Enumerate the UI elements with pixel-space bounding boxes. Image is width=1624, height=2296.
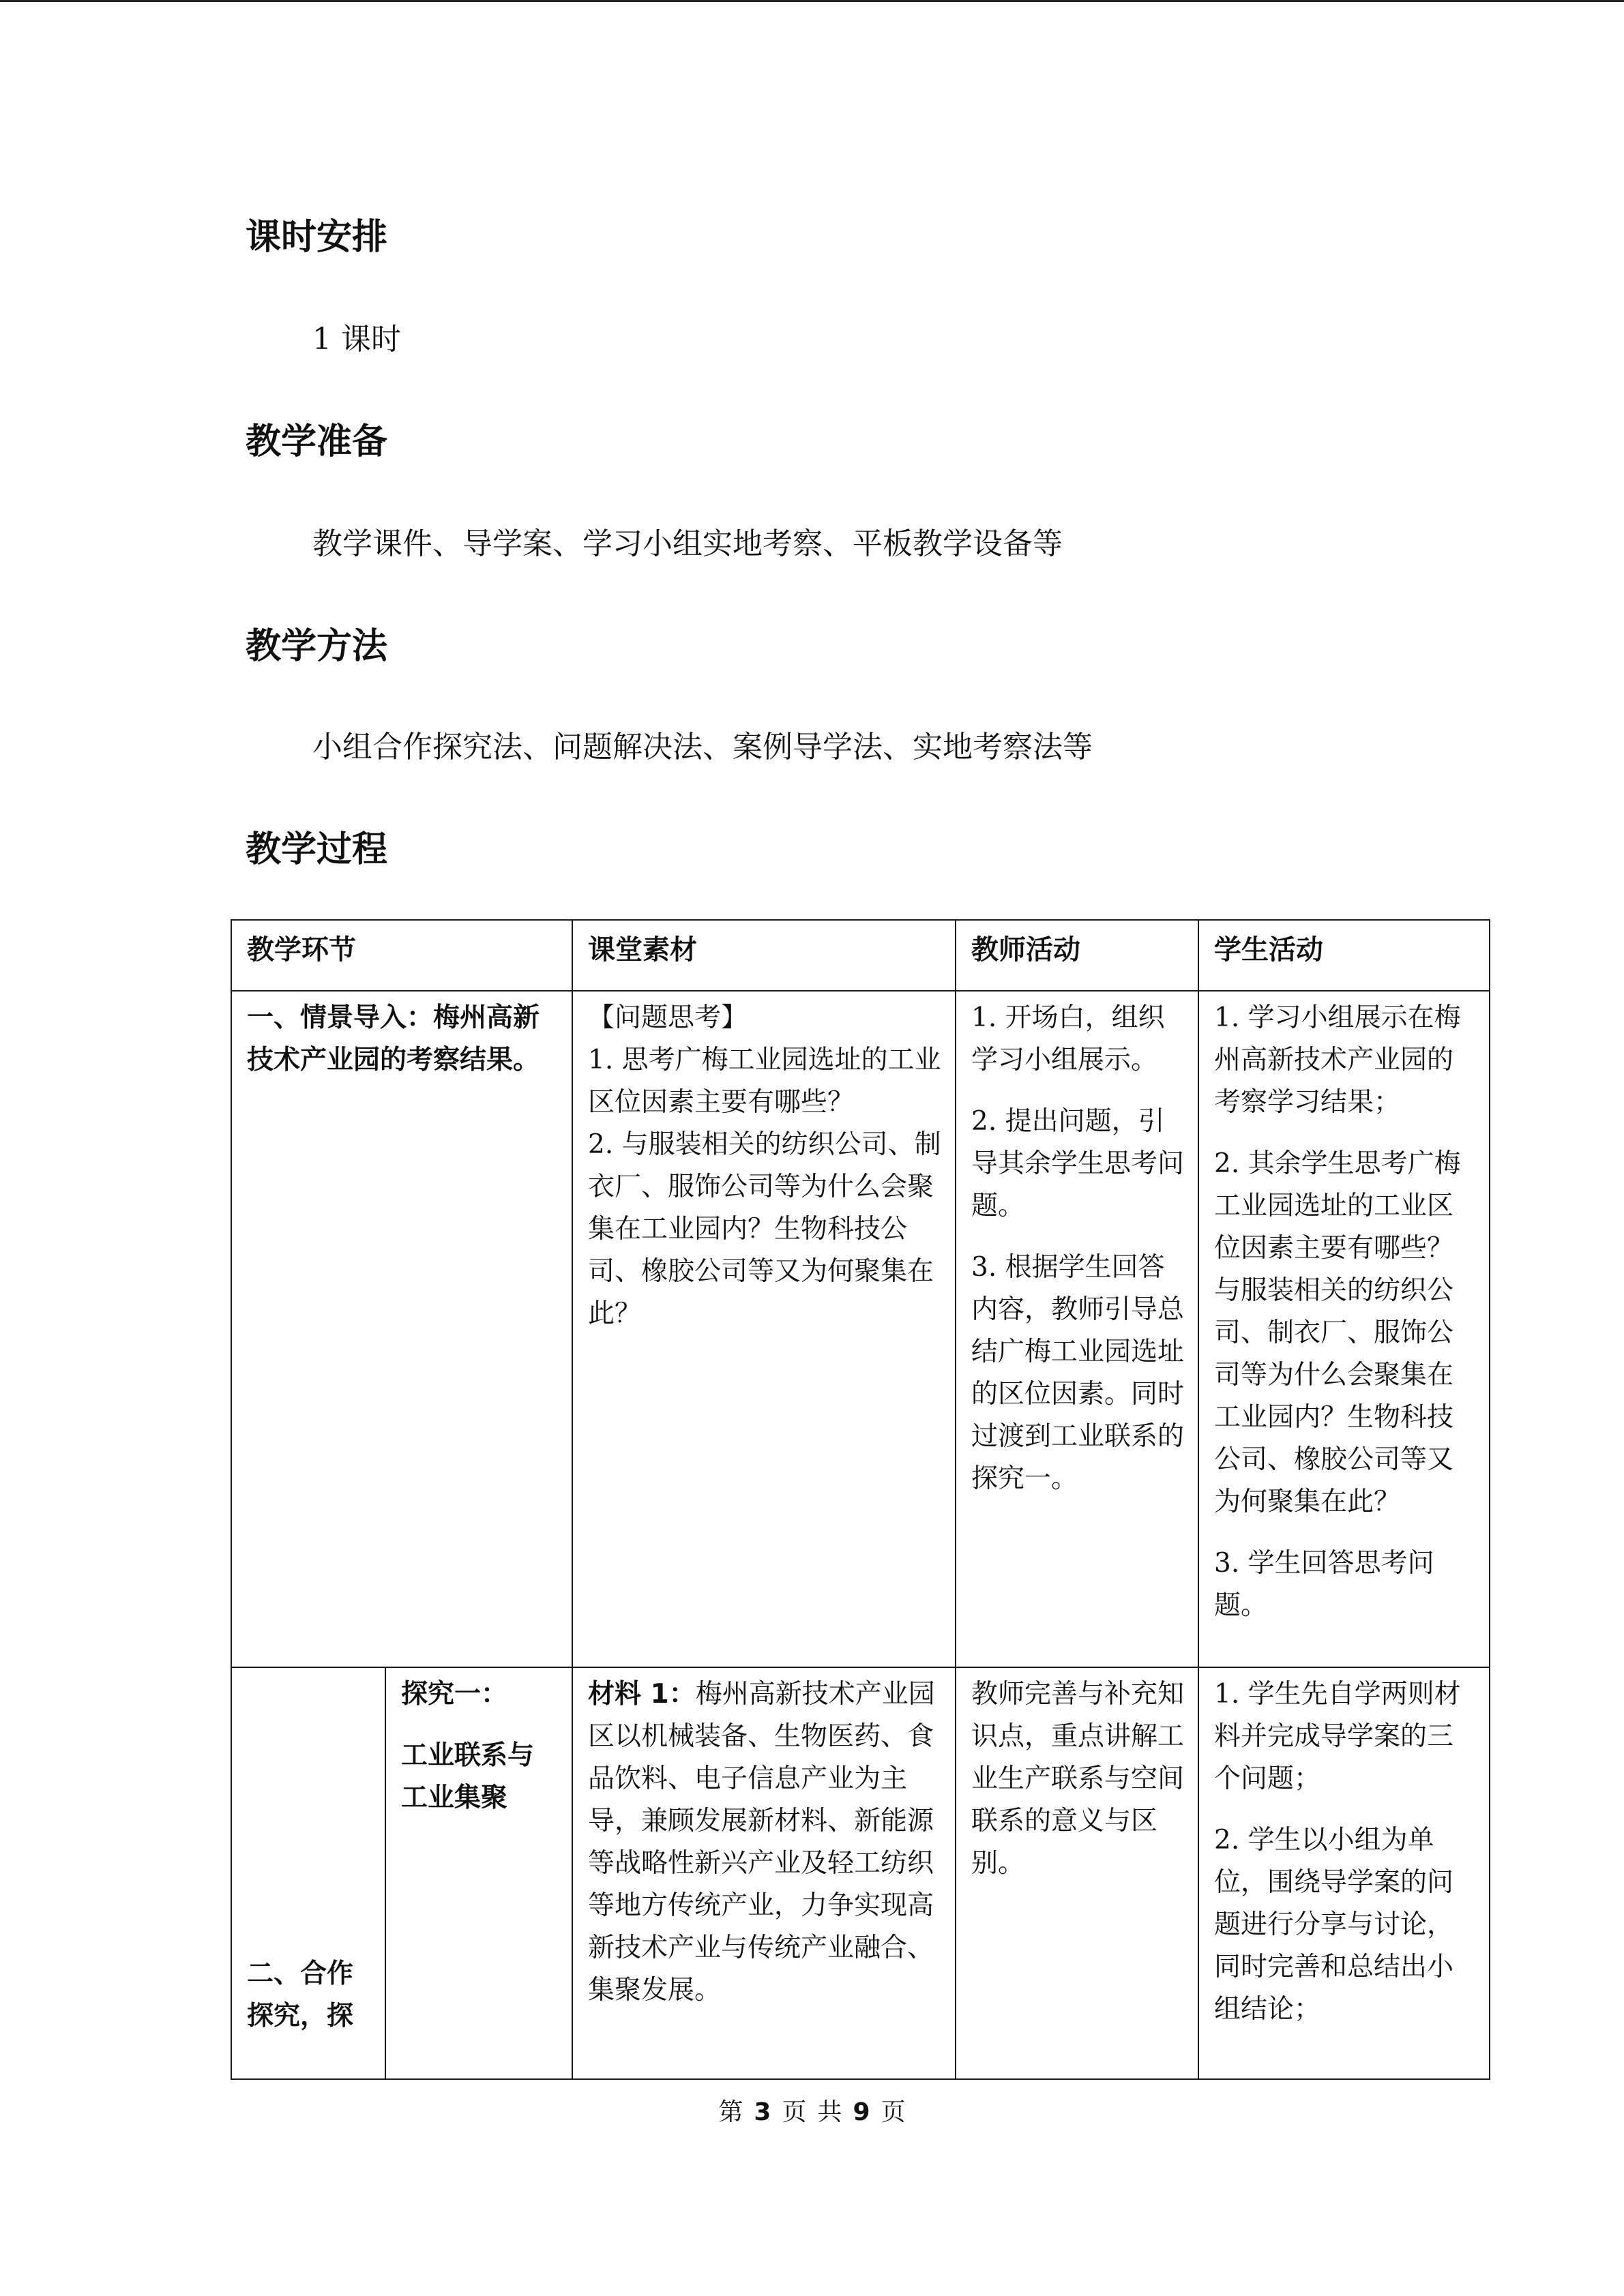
- header-student: 学生活动: [1198, 920, 1490, 991]
- heading-schedule: 课时安排: [246, 217, 388, 258]
- row2-teacher: 教师完善与补充知识点，重点讲解工业生产联系与空间联系的意义与区别。: [956, 1667, 1198, 2079]
- schedule-text: 1 课时: [312, 322, 401, 357]
- row2-stage: 二、合作探究，探: [231, 1667, 385, 2079]
- method-text: 小组合作探究法、问题解决法、案例导学法、实地考察法等: [312, 730, 1093, 764]
- table-row: [231, 991, 1490, 1667]
- row2-student: 1. 学生先自学两则材料并完成导学案的三个问题； 2. 学生以小组为单位，围绕导学案的问题进行分享与讨论，同时完善和总结出小组结论；: [1198, 1667, 1490, 2079]
- header-material: 课堂素材: [572, 920, 956, 991]
- row1-stage: 一、情景导入：梅州高新技术产业园的考察结果。: [231, 991, 572, 1667]
- page-footer: 第 3 页 共 9 页: [718, 2098, 906, 2126]
- heading-preparation: 教学准备: [246, 421, 388, 462]
- row1-student: 1. 学习小组展示在梅州高新技术产业园的考察学习结果； 2. 其余学生思考广梅工业园选址的工业区位因素主要有哪些？与服装相关的纺织公司、制衣厂、服饰公司等为什么会聚集在工业园内？生物科技公司、橡胶公司等又为何聚集在此？ 3. 学生回答思考问题。: [1198, 991, 1490, 1667]
- row1-material: 【问题思考】 1. 思考广梅工业园选址的工业区位因素主要有哪些？ 2. 与服装相关的纺织公司、制衣厂、服饰公司等为什么会聚集在工业园内？生物科技公司、橡胶公司等又为何聚集在此？: [572, 991, 956, 1667]
- heading-method: 教学方法: [246, 626, 388, 667]
- table-row: [231, 1667, 1490, 2079]
- preparation-text: 教学课件、导学案、学习小组实地考察、平板教学设备等: [312, 526, 1063, 561]
- header-stage: 教学环节: [231, 920, 572, 991]
- teaching-process-table: [231, 919, 1490, 2080]
- row1-teacher: 1. 开场白，组织学习小组展示。 2. 提出问题，引导其余学生思考问题。 3. 根据学生回答内容，教师引导总结广梅工业园选址的区位因素。同时过渡到工业联系的探究一。: [956, 991, 1198, 1667]
- header-teacher: 教师活动: [956, 920, 1198, 991]
- row2-substage: 探究一： 工业联系与工业集聚: [385, 1667, 572, 2079]
- table-header-row: [231, 920, 1490, 991]
- row2-material: 材料 1：梅州高新技术产业园区以机械装备、生物医药、食品饮料、电子信息产业为主导，兼顾发展新材料、新能源等战略性新兴产业及轻工纺织等地方传统产业，力争实现高新技术产业与传统产业融合、集聚发展。: [572, 1667, 956, 2079]
- heading-process: 教学过程: [246, 829, 388, 870]
- page-top-border: [0, 0, 1624, 2]
